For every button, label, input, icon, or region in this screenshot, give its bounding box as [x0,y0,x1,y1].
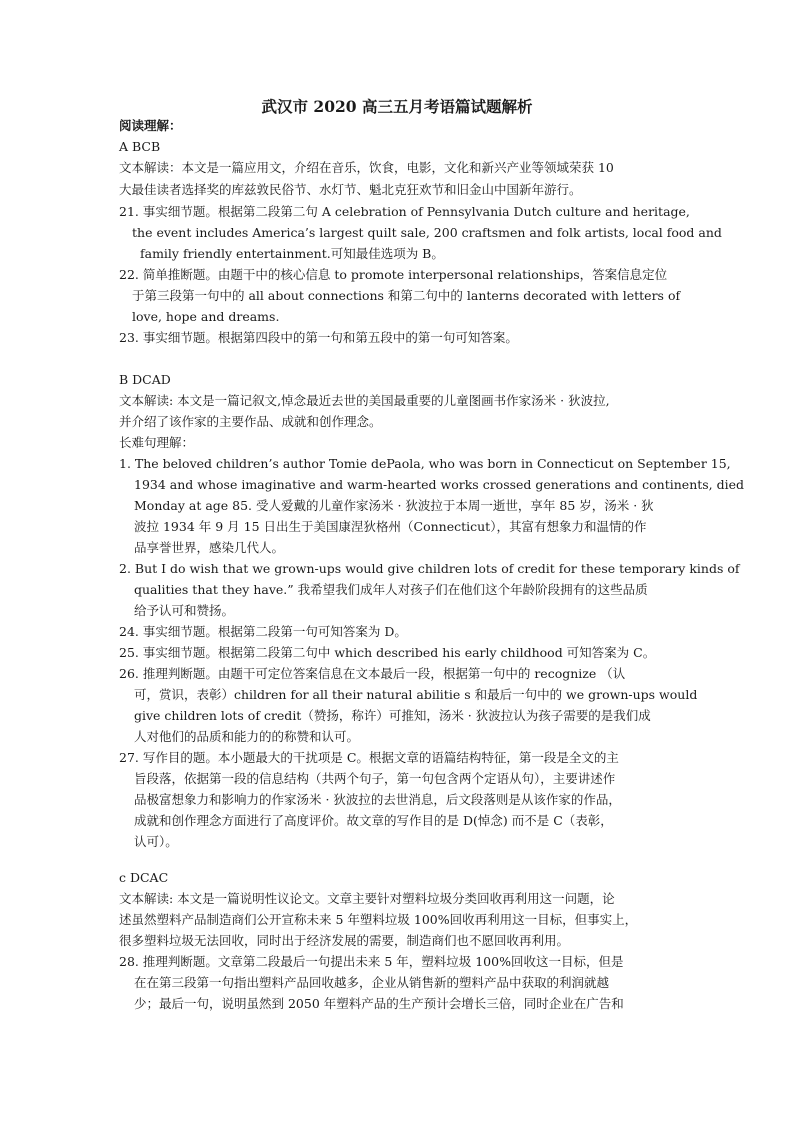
text-line: 给予认可和赞扬。 [134,603,235,618]
text-line: the event includes America’s largest quilt sale, 200 craftsmen and folk artists, local food and [132,225,722,240]
text-line: 旨段落，依据第一段的信息结构（共两个句子，第一句包含两个定语从句），主要讲述作 [134,771,616,786]
text-line: 27. 写作目的题。本小题最大的干扰项是 C。根据文章的语篇结构特征，第一段是全文的主 [119,750,619,765]
text-line: 文本解读: 本文是一篇记叙文,悼念最近去世的美国最重要的儿童图画书作家汤米 · 狄波拉, [119,393,610,408]
text-line: 在在第三段第一句指出塑料产品回收越多，企业从销售新的塑料产品中获取的利润就越 [134,975,610,990]
text-line: A BCB [119,139,161,154]
text-line: 少；最后一句，说明虽然到 2050 年塑料产品的生产预计会增长三倍，同时企业在广告和 [134,996,624,1011]
text-line: 品享誉世界，感染几代人。 [134,540,285,555]
text-line: 28. 推理判断题。文章第二段最后一句提出未来 5 年，塑料垃圾 100%回收这一目标，但是 [119,954,624,969]
text-line: 成就和创作理念方面进行了高度评价。故文章的写作目的是 D(悼念) 而不是 C（表彰， [134,813,613,828]
text-line: 述虽然塑料产品制造商们公开宣称未来 5 年塑料垃圾 100%回收再利用这一目标，但事实上， [119,912,638,927]
text-line: 25. 事实细节题。根据第二段第二句中 which described his early childhood 可知答案为 C。 [119,645,656,660]
text-line: family friendly entertainment.可知最佳选项为 B。 [140,246,444,261]
text-line: 品极富想象力和影响力的作家汤米 · 狄波拉的去世消息，后文段落则是从该作家的作品， [134,792,621,807]
text-line: 并介绍了该作家的主要作品、成就和创作理念。 [119,414,382,429]
text-line: give children lots of credit（赞扬，称许）可推知，汤米 · 狄波拉认为孩子需要的是我们成 [134,708,651,723]
text-line: 文本解读：本文是一篇应用文，介绍在音乐，饮食，电影，文化和新兴产业等领域荣获 10 [119,160,614,175]
page-title: 武汉市 2020 高三五月考语篇试题解析 [261,97,533,116]
text-line: love, hope and dreams. [132,309,280,324]
text-line: 22. 简单推断题。由题干中的核心信息 to promote interpersonal relationships，答案信息定位 [119,267,668,282]
text-line: 可，赏识，表彰）children for all their natural abilitie s 和最后一句中的 we grown-ups would [134,687,698,702]
text-line: qualities that they have.” 我希望我们成年人对孩子们在他们这个年龄阶段拥有的这些品质 [134,582,648,597]
text-line: 文本解读: 本文是一篇说明性议论文。文章主要针对塑料垃圾分类回收再利用这一问题，论 [119,891,615,906]
text-line: B DCAD [119,372,171,387]
text-line: 23. 事实细节题。根据第四段中的第一句和第五段中的第一句可知答案。 [119,330,518,345]
text-line: 21. 事实细节题。根据第二段第二句 A celebration of Pennsylvania Dutch culture and heritage, [119,204,690,219]
text-line: 1. The beloved children’s author Tomie dePaola, who was born in Connecticut on September 15, [119,456,731,471]
text-line: 大最佳读者选择奖的库兹敦民俗节、水灯节、魁北克狂欢节和旧金山中国新年游行。 [119,182,582,197]
text-line: 人对他们的品质和能力的的称赞和认可。 [134,729,360,744]
text-line: 24. 事实细节题。根据第二段第一句可知答案为 D。 [119,624,407,639]
text-line: 认可）。 [134,834,178,849]
text-line: 长难句理解： [119,435,195,450]
text-line: 2. But I do wish that we grown-ups would give children lots of credit for these temporary kinds of [119,561,740,576]
text-line: 很多塑料垃圾无法回收，同时出于经济发展的需要，制造商们也不愿回收再利用。 [119,933,570,948]
section-heading: 阅读理解： [119,118,182,133]
text-line: Monday at age 85. 受人爱戴的儿童作家汤米 · 狄波拉于本周一逝世，享年 85 岁，汤米 · 狄 [134,498,654,513]
text-line: 1934 and whose imaginative and warm-hearted works crossed generations and continents, died [134,477,745,492]
text-line: 波拉 1934 年 9 月 15 日出生于美国康涅狄格州（Connecticut），其富有想象力和温情的作 [134,519,647,534]
text-line: c DCAC [119,870,169,885]
text-line: 26. 推理判断题。由题干可定位答案信息在文本最后一段，根据第一句中的 recognize （认 [119,666,626,681]
text-line: 于第三段第一句中的 all about connections 和第二句中的 lanterns decorated with letters of [132,288,681,303]
